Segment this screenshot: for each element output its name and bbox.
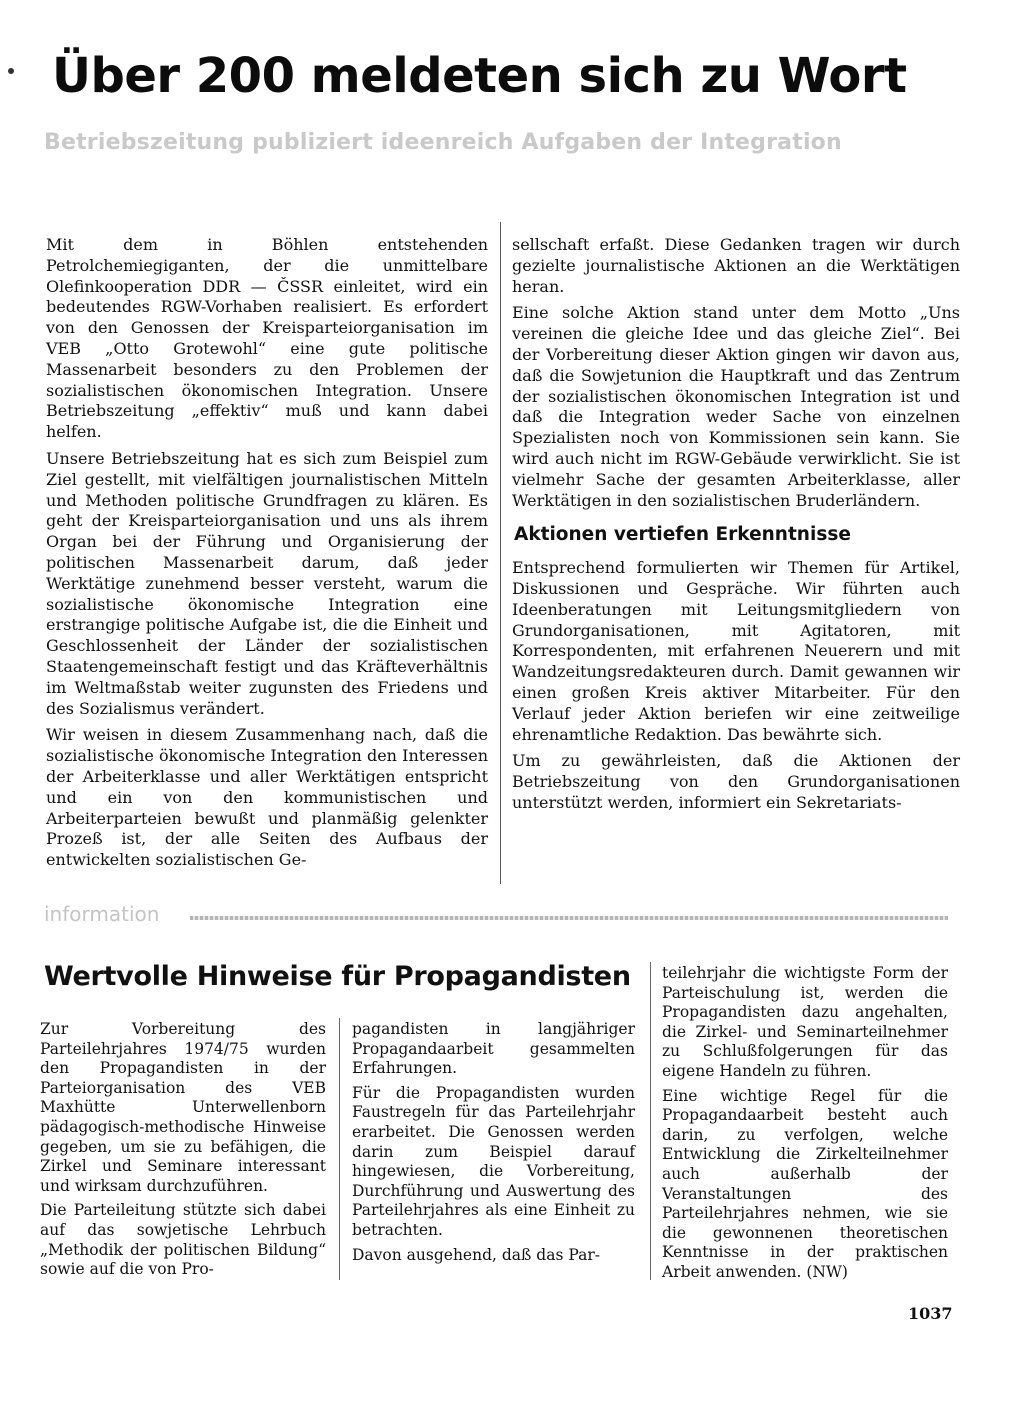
paragraph: Entsprechend formulierten wir Themen für Artikel, Diskussionen und Gespräche. Wir führten auch Ideenberatungen mit Leitungsmitgliedern von Grundorganisationen, mit Agitatoren, mit Korrespondenten, mit erfahrenen Neuerern und mit Wandzeitungsredakteuren durch. Damit gewannen wir einen großen Kreis aktiver Mitarbeiter. Für den Verlauf jeder Aktion beriefen wir eine zeitweilige ehrenamtliche Redaktion. Das bewährte sich. [512,558,960,744]
column-divider [650,962,651,1280]
paragraph: teilehrjahr die wichtigste Form der Parteischulung ist, werden die Propagandisten dazu angehalten, die Zirkel- und Seminarteilnehmer zu Schlußfolgerungen für das eigene Handeln zu führen. [662,964,948,1080]
paragraph: Zur Vorbereitung des Parteilehrjahres 1974/75 wurden den Propagandisten in der Parteiorganisation des VEB Maxhütte Unterwellenborn pädagogisch-methodische Hinweise gegeben, um sie zu befähigen, die Zirkel und Seminare interessant und wirksam durchzuführen. [40,1020,326,1195]
article-column-right [512,235,960,820]
paragraph: sellschaft erfaßt. Diese Gedanken tragen wir durch gezielte journalistische Aktionen an die Werktätigen heran. [512,235,960,296]
paragraph: Für die Propagandisten wurden Faustregeln für das Parteilehrjahr erarbeitet. Die Genossen werden darin zum Beispiel darauf hingewiesen, die Vorbereitung, Durchführung und Auswertung des Parteilehrjahres als eine Einheit zu betrachten. [352,1083,635,1239]
paragraph: Davon ausgehend, daß das Par- [352,1245,600,1264]
paragraph: Unsere Betriebszeitung hat es sich zum Beispiel zum Ziel gestellt, mit vielfältigen journalistischen Mitteln und Methoden politische Grundfragen zu klären. Es geht der Kreisparteiorganisation und uns als ihrem Organ bei der Führung und Organisierung der politischen Massenarbeit darum, daß jeder Werktätige zunehmend besser versteht, warum die sozialistische ökonomische Integration eine erstrangige politische Aufgabe ist, die die Einheit und Geschlossenheit der Länder der sozialistischen Staatengemeinschaft festigt und das Kräfteverhältnis im Weltmaßstab weiter zugunsten des Friedens und des Sozialismus verändert. [46,448,488,718]
article-subheadline: Betriebszeitung publiziert ideenreich Aufgaben der Integration [44,130,842,155]
paragraph: Wir weisen in diesem Zusammenhang nach, daß die sozialistische ökonomische Integration den Interessen der Arbeiterklasse und aller Werktätigen entspricht und ein von den kommunistischen und Arbeiterparteien bewußt und planmäßig gelenkter Prozeß ist, der alle Seiten des Aufbaus der entwickelten sozialistischen Ge- [46,725,488,870]
article-headline: Über 200 meldeten sich zu Wort [52,48,907,104]
article-column-left [46,235,488,877]
margin-dot [8,68,14,74]
paragraph: Mit dem in Böhlen entstehenden Petrolchemiegiganten, der die unmittelbare Olefinkooperation DDR — ČSSR einleitet, wird ein bedeutendes RGW-Vorhaben realisiert. Es erfordert von den Genossen der Kreisparteiorganisation im VEB „Otto Grotewohl“ eine gute politische Massenarbeit besonders zu den Problemen der sozialistischen ökonomischen Integration. Unsere Betriebszeitung „effektiv“ muß und kann dabei helfen. [46,235,488,442]
dotted-rule [190,916,948,920]
paragraph: Um zu gewährleisten, daß die Aktionen der Betriebszeitung von den Grundorganisationen unterstützt werden, informiert ein Sekretariats- [512,751,960,812]
second-article-column-1 [40,1020,326,1285]
second-article-headline: Wertvolle Hinweise für Propagandisten [44,961,631,992]
information-strip [44,902,948,928]
paragraph: Eine wichtige Regel für die Propagandaarbeit besteht auch darin, zu verfolgen, welche Entwicklung die Zirkelteilnehmer auch außerhalb der Veranstaltungen des Parteilehrjahres nehmen, wie sie die gewonnenen theoretischen Kenntnisse in der praktischen Arbeit anwenden. (NW) [662,1086,948,1281]
paragraph: pagandisten in langjähriger Propagandaarbeit gesammelten Erfahrungen. [352,1020,635,1078]
information-label: information [44,902,160,926]
page-number: 1037 [908,1304,953,1323]
section-subheading: Aktionen vertiefen Erkenntnisse [514,524,851,546]
paragraph: Eine solche Aktion stand unter dem Motto „Uns vereinen die gleiche Idee und das gleiche Ziel“. Bei der Vorbereitung dieser Aktion gingen wir davon aus, daß die Sowjetunion die Hauptkraft und das Zentrum der sozialistischen ökonomischen Integration ist und daß die Integration weder Sache von einzelnen Spezialisten noch von Kommissionen sein kann. Sie wird auch nicht im RGW-Gebäude verwirklicht. Sie ist vielmehr Sache der gesamten Arbeiterklasse, aller Werktätigen in den sozialistischen Bruderländern. [512,303,960,510]
column-divider [500,222,501,884]
column-divider [339,1018,340,1280]
second-article-column-3 [662,964,948,1288]
paragraph: Die Parteileitung stützte sich dabei auf das sowjetische Lehrbuch „Methodik der politischen Bildung“ sowie auf die von Pro- [40,1201,326,1279]
second-article-column-2 [352,1020,635,1270]
